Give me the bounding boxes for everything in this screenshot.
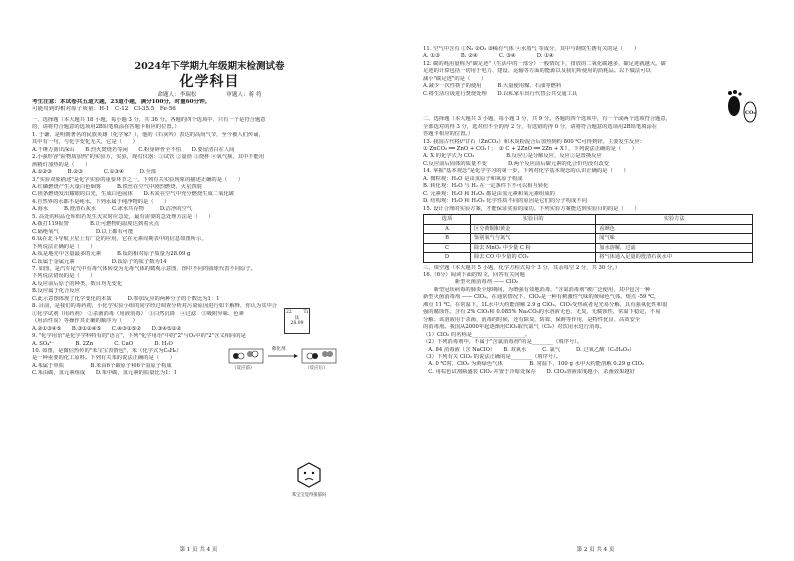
table-cell: 将气体通入足量的澄清石灰水中 — [596, 253, 753, 263]
text-line: B.反应属于化合反应 — [32, 288, 80, 295]
experiment-table — [423, 214, 753, 263]
text-line: C.将生活垃圾进行焚烧处理 D.以私家车出行代替公共交通工具 — [423, 90, 578, 97]
right-questions-c — [423, 265, 782, 377]
text-line: A. ①③ B. ②④ C. ③④ D. ①④ — [423, 53, 554, 60]
text-line: 二、选择题（本大题共 3 小题，每小题 3 分，共 9 分。各题的四个选项中，有一个或两个选项符合题意， — [423, 116, 671, 123]
benzene-caption: 苯宝宝觉得很郁闷 — [291, 493, 327, 498]
text-line: B. 转化观：H₂O 与 H₂ 在一定条件下不可以相互转化 — [423, 183, 549, 190]
text-line: 是一种重要的化工原料。下列有关苯的说法正确的是（ ） — [32, 355, 176, 362]
text-line: 其中有一句，与化学变化无关，它是（ ） — [32, 139, 138, 146]
text-line: 4.自然界的水都不是纯水，下列水属于纯净物的是（ ） — [32, 198, 170, 205]
text-line: 的消毒剂。我国从2000年起逐渐用ClO₂取代氯气（Cl₂）对饮用水进行消毒。 — [423, 324, 605, 331]
right-page — [397, 0, 794, 561]
co2-label: CO₂ — [745, 110, 756, 116]
before-label: （反应前） — [232, 366, 255, 371]
text-line: 7. 如图，是汽车尾气中有毒气体转变为无毒气体的微观示意图，图中不同的圆球代表不同原子。 — [32, 265, 256, 272]
left-footer: 第 1 页 共 4 页 — [179, 547, 218, 553]
ti-mass: 28.09 — [290, 321, 304, 326]
right-questions-b — [423, 116, 782, 213]
text-line: ① ZnCO₃ ══ ZnO + CO₂↑； ② C + 2ZnO ══ 2Zn + X↑，下列说法正确的是（ ） — [423, 145, 638, 152]
text-line: A.②①③④⑤ B.③①②④⑤ C.④③①⑤② D.③④⑤①② — [32, 325, 182, 332]
atomic-masses: 可能用到的相对原子质量：H-1 C-12 Cl-35.5 Fe-56 — [32, 106, 176, 113]
table-cell: B — [424, 234, 471, 244]
right-column — [397, 0, 794, 376]
left-question-list — [32, 117, 387, 378]
text-line: ①化学试剂（用药剂） ②杀菌消毒（用液消毒） ③白然沉降 ④过滤 ⑤吸附异味、色素 — [32, 310, 244, 317]
table-cell: 区分黄铜和黄金 — [471, 224, 596, 234]
text-line: 下列说法错误的是（ ） — [32, 273, 96, 280]
text-line: 一、选择题（本大题共 18 小题，每小题 3 分，共 36 分。各题的四个选项中，只有一个是符合题意 — [32, 116, 266, 123]
text-line: 3."实验双象描述"是化学实验的重要环节之一，下列有关实验现象的描述正确的是（ ） — [32, 176, 244, 183]
table-header-cell: 实验目的 — [471, 215, 596, 225]
table-cell: C — [424, 243, 471, 253]
text-line: A.海水 B.澄清石灰水 C.冰水共存物 D.洁净的空气 — [32, 206, 193, 213]
text-line: （3）下列有关 ClO₂ 的说法正确的是________（填序号）。 — [423, 354, 562, 360]
table-cell: A — [424, 224, 471, 234]
text-line: A.千锤万凿出深山 B.烈火焚烧若等闲 C.粉身碎骨全不怕 D.要留清白在人间 — [32, 146, 235, 153]
text-line: A.苯属于单质 B.苯由6个碳原子和6个氢原子构成 — [32, 362, 172, 369]
text-line: 14. 掌握"基本观念"是化学学习的第一步，下列对化学基本观念的认识正确的是（ ） — [423, 168, 629, 175]
text-line: C.隔绝氧气 D.以上都有可能 — [32, 228, 134, 235]
ti-number: 22 — [286, 310, 292, 315]
exam-subject: 化学科目 — [179, 74, 240, 90]
titanium-element-card — [284, 308, 310, 334]
table-cell: D — [424, 253, 471, 263]
table-header-row — [424, 215, 753, 225]
text-line: A.反应前后原子的种类、数目均无变化 — [32, 280, 123, 287]
benzene-face-icon — [296, 462, 322, 488]
text-line: A. SO₄²⁻ B. 2Zn C. CaO D. H₂O — [32, 340, 173, 347]
text-line: A.减少一次性筷子的使用 B.大量使用煤、石油等燃料 — [423, 83, 562, 90]
text-line: 15. 设计合理的实验方案，才能保证实验的成功。下列实验方案能达到实验目的的是（ ） — [423, 205, 640, 212]
after-label: （反应后） — [305, 366, 328, 371]
table-header-cell: 选项 — [424, 215, 471, 225]
text-line: C.苯由碳、氢元素组成 D.苯中碳、氢元素的质量比为1：1 — [32, 370, 178, 377]
table-cell: 除去 CO 中少量的 CO₂ — [471, 253, 596, 263]
text-line: 减小"碳足迹"的是（ ） — [423, 75, 487, 82]
text-line: 全部选对的得 3 分，选对但不全的得 2 分，有选错的得 0 分，请将符合题意的选项用2B铅笔填涂在 — [423, 123, 658, 130]
table-cell: 加水溶解，过滤 — [596, 243, 753, 253]
text-line: 新型冠状病毒的肺炎全球期间，为增强有效地消毒，"含氯消毒剂"被广泛使用，其中包含一种 — [423, 286, 651, 293]
text-line: A.钛是地壳中含量最多的元素 B.钛的相对原子质量为28.09 g — [32, 251, 191, 258]
text-line: C.此示意图体现了化学变化的本质 D.参加反应的两种分子的个数比为1：1 — [32, 295, 220, 302]
table-body — [424, 224, 753, 262]
text-line: A.拨打119报警 B.让可燃物的温度达到着火点 — [32, 221, 160, 228]
table-header-cell: 实验方法 — [596, 215, 753, 225]
text-line: 分解；该溶液用于杀菌、消毒的时候，还有除臭、防霉、保鲜等作用，是特性优良、高效安全 — [423, 316, 641, 323]
text-line: 6.钛在北斗导航卫星上有广泛的应用，它在元素周期表中的信息如图所示， — [32, 236, 207, 243]
right-footer: 第 2 页 共 4 页 — [576, 547, 615, 553]
text-line: A. 微粒观：H₂O 是由氢原子和氧原子构成 — [423, 175, 523, 182]
benzene-meme — [284, 462, 334, 502]
text-line: A.①②③ B.②③ C.①③④ D.全部 — [32, 169, 156, 176]
text-line: 11. 空气中含有 ①N₂ ②O₂ ③稀有气体 ④水蒸气 等成分，其中与钢铁生锈有关的是（ ） — [423, 46, 640, 52]
table-row — [424, 243, 753, 253]
table-row — [424, 234, 753, 244]
text-line: C. 元素观：H₂O 和 H₂O₂ 都是由氢元素和氧元素组成的 — [423, 190, 555, 197]
text-line: 10. 如图，是微信热传的"苯宝宝表情包"，苯（化学式为C₆H₆） — [32, 347, 182, 354]
text-line: （2）下列消毒剂中，不属于"含氯消毒剂"的是________（填序号）。 — [423, 339, 583, 346]
text-line: 强的腐蚀性。含有 2% ClO₂和 0.085% Na₂CO₃的水溶液无色、无臭、无腐蚀性，常温下稳定，不易 — [423, 309, 661, 316]
reviewer: 审题人：蒋 将 — [226, 92, 262, 98]
left-column — [0, 0, 397, 378]
carbon-footprint-logo — [722, 90, 762, 126]
text-line: 三、填空题（本大题共 5 小题，化学方程式每个 3 分，其余每空 2 分，共 30 分。） — [423, 264, 621, 271]
text-line: 5. 高处的积品仓库假若发生火灾时应急处，最有需要的急处理方法是（ ） — [32, 213, 214, 220]
text-line: C.镁条燃烧发出耀眼的白光，生成白色固体 D.木炭在空气中充分燃烧生成二氧化碳 — [32, 191, 234, 198]
text-line: （1）ClO₂ 的名称是____________________。 — [423, 331, 531, 338]
text-line: （用活性炭）等操作其正确的顺序为（ ） — [32, 318, 138, 325]
text-line: 13. 我国古代将炉甘石（ZnCO₃）和木炭粉混合后加热到约 800 ℃可得到锌。主要发生反应： — [423, 138, 645, 145]
catalyst-label: 催化剂 — [272, 347, 286, 352]
footprint-icon — [722, 90, 762, 126]
table-cell: 闻气味 — [596, 234, 753, 244]
text-line: C.反应前后固体的质量不变 D.两个反应前后碳元素的化合价均没有改变 — [423, 160, 610, 167]
table-row — [424, 253, 753, 263]
table-cell: 鉴别氧气与氮气 — [471, 234, 596, 244]
text-line: 16.（6分）阅读下面的短文，回答有关问题 — [423, 272, 525, 279]
text-line: C. 用棕色试剂瓶盛装 ClO₂ 并置于冷暗处保存 D. ClO₂溶液浓度越小，杀菌效果越好 — [423, 368, 635, 375]
author: 命题人：李瑞松 — [157, 92, 197, 98]
text-line: A.红磷燃烧产生大量白色烟雾 B.铁丝在空气中剧烈燃烧，火星四射 — [32, 183, 202, 190]
ti-symbol: Ti — [303, 310, 308, 315]
text-line: 2.小强形容"险物质加热"的实验方，实验，现有仪器：①试管 ②量筒 ③烧杯 ④氧气瓶，其中不能用 — [32, 154, 265, 161]
text-line: 9. "化学用语"是化学学科特有的"语言"，下列"化学用语"中的"2"与O₂中的"2"含义相同的是 — [32, 333, 246, 340]
reaction-diagram — [228, 348, 338, 372]
text-line: 新型灭菌消毒剂 —— ClO₂ — [423, 279, 519, 286]
ti-name: 钛 — [294, 315, 300, 321]
text-line: 新型灭菌消毒剂 —— ClO₂。在通常情况下，ClO₂是一种有刺激性气味的黄绿色气体，熔点 -59 ℃， — [423, 294, 660, 301]
exam-authors — [32, 91, 387, 99]
text-line: 答题卡相应的位置。） — [423, 131, 474, 138]
text-line: 8. 目前，是我们的毒药初，小化学实验小组的同学经过调查分析对污染原因进行如下解释，你认为其中合 — [32, 303, 278, 310]
text-line: C.钛属于金属元素 D.钛原子的质子数为14 — [32, 258, 167, 265]
text-line: A. 0 ℃时，ClO₂ 为黄绿色气体 B. 常温下，100 g 水中大约能溶解 0.29 g ClO₂ — [423, 361, 645, 368]
text-line: 沸点 11 ℃。在常温下，1L水中大约能溶解 2.9 g ClO₂。ClO₂受热或者见光易分解，具有强氧化性和很 — [423, 301, 668, 308]
text-line: 1. 于谦，是明朝著名的民族英雄（化学家？），他的《石灰吟》表达的高尚气节，至今被人们传诵， — [32, 131, 264, 138]
text-line: 足迹的计算包括一切用于电力、建设、运输等方面的能源以及我们所使用的消耗品。以下做法可以 — [423, 68, 651, 75]
text-line: 酒精灯加热的是（ ） — [32, 161, 91, 168]
text-line: A. 84 消毒液（含 NaClO） B. 双氧水 C. 氯气 D. 过氧乙酸（C₂H₄O₃） — [423, 346, 635, 353]
text-line: D. 结构观：H₂O 和 H₂O₂ 化学性质不同的原因是它们的分子构成不同 — [423, 198, 587, 205]
exam-title: 2024年下学期九年级期末检测试卷 — [134, 61, 285, 72]
text-line: A. X 的化学式为 CO₂ B.反应①是分解反应，反应②是置换反应 — [423, 153, 602, 160]
exam-notice: 考生注意：本试卷共五道大题，23道小题，满分100分，时量60分钟。 — [32, 99, 211, 105]
table-cell: 看颜色 — [596, 224, 753, 234]
text-line: 12. 碳的耗用量称为"碳足迹"（生活中的一部分）一般情况下，排放的二氧化碳越多，碳足迹就越大。碳 — [423, 60, 666, 67]
text-line: 下列说法正确的是（ ） — [32, 243, 96, 250]
table-cell: 除去 MnO₂ 中少量 C 粉 — [471, 243, 596, 253]
text-line: 的，请将符合题意的选项用2B铅笔填涂在答题卡相应的位置。） — [32, 124, 180, 131]
table-row — [424, 224, 753, 234]
